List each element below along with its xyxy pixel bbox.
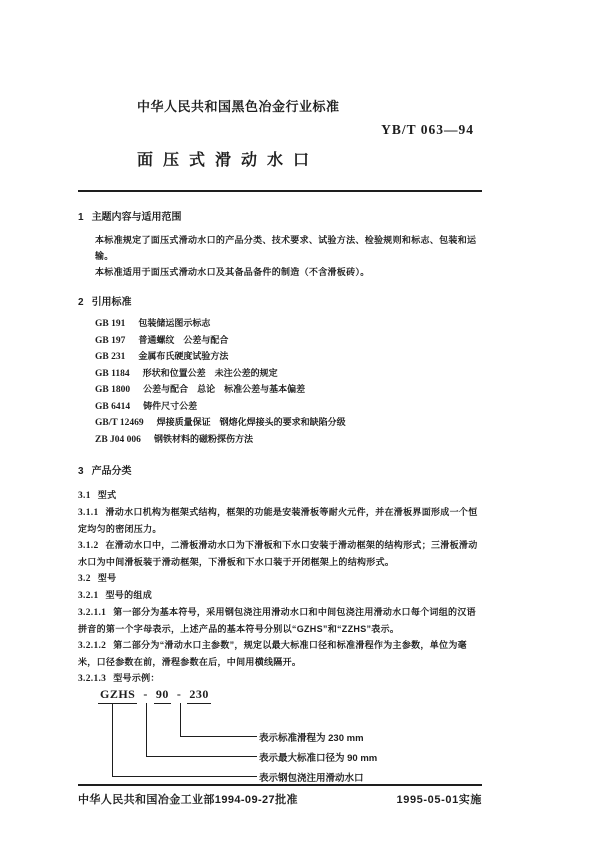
section-2-heading	[78, 293, 482, 308]
clause-3-2	[78, 570, 482, 587]
reference-code: GB/T 12469	[95, 418, 144, 428]
model-code-dash: -	[176, 687, 182, 701]
reference-title: 钢铁材料的磁粉探伤方法	[153, 433, 253, 444]
clause-text: 第二部分为“滑动水口主参数”，规定以最大标准口径和标准滑程作为主参数，单位为毫米，口径参数在前，滑程参数在后，中间用横线隔开。	[78, 640, 467, 667]
referenced-standards-list	[95, 316, 482, 448]
clause-text: 型号示例：	[113, 673, 160, 683]
reference-title: 公差与配合 总论 标准公差与基本偏差	[143, 384, 306, 394]
clause-text: 型号	[97, 573, 117, 583]
reference-code: GB 1184	[95, 368, 130, 379]
reference-title: 包装储运图示标志	[138, 318, 211, 328]
section-1-title: 主题内容与适用范围	[91, 212, 182, 223]
reference-item	[95, 382, 482, 399]
model-code-bore: 90	[154, 687, 171, 704]
clause-number: 3.2.1.3	[78, 674, 107, 684]
clause-number: 3.2.1	[78, 591, 99, 601]
reference-item	[95, 432, 482, 449]
approval-footer	[78, 784, 482, 807]
reference-title: 铸件尺寸公差	[143, 400, 198, 411]
section-2-title: 引用标准	[91, 297, 132, 308]
implementation-date: 1995-05-01实施	[396, 794, 482, 806]
reference-code: GB 6414	[95, 401, 131, 412]
reference-code: GB 1800	[95, 385, 131, 395]
clause-number: 3.1.1	[78, 508, 99, 518]
document-title: 面压式滑动水口	[137, 152, 320, 169]
clause-3-2-1-2	[78, 637, 482, 670]
clause-text: 型号的组成	[105, 590, 153, 600]
section-3-number: 3	[78, 466, 84, 477]
reference-item	[95, 415, 482, 432]
reference-title: 普通螺纹 公差与配合	[138, 334, 229, 345]
reference-item	[95, 366, 482, 383]
header-rule	[78, 190, 482, 192]
model-code-base-symbol: GZHS	[98, 687, 137, 704]
scope-paragraph-2: 本标准适用于面压式滑动水口及其备品备件的制造（不含滑板砖）。	[95, 267, 370, 277]
clause-text: 型式	[97, 490, 117, 500]
clause-number: 3.2.1.1	[78, 608, 107, 618]
approval-statement: 中华人民共和国冶金工业部1994-09-27批准	[78, 794, 298, 806]
clause-3-1	[78, 487, 482, 504]
clause-number: 3.1	[78, 491, 91, 501]
section-1-body	[95, 232, 482, 280]
clause-3-2-1	[78, 587, 482, 604]
reference-title: 焊接质量保证 钢熔化焊接头的要求和缺陷分级	[156, 417, 346, 427]
reference-item	[95, 316, 482, 333]
reference-code: GB 231	[95, 352, 126, 362]
clause-list	[78, 487, 482, 687]
section-1-number: 1	[78, 212, 84, 223]
reference-code: GB 197	[95, 335, 126, 346]
reference-item	[95, 349, 482, 366]
callout-label-stroke: 表示标准滑程为 230 mm	[259, 733, 364, 744]
section-3-title: 产品分类	[91, 466, 132, 477]
callout-line-base	[112, 703, 257, 777]
section-2-number: 2	[78, 297, 84, 308]
clause-text: 在滑动水口中，二滑板滑动水口为下滑板和下水口安装于滑动框架的结构形式；三滑板滑动水口为中间滑板装于滑动框架，下滑板和下水口装于开闭框架上的结构形式。	[78, 540, 478, 567]
reference-item	[95, 333, 482, 350]
clause-number: 3.2	[78, 574, 91, 584]
callout-label-base: 表示钢包浇注用滑动水口	[259, 773, 364, 784]
scope-paragraph-1: 本标准规定了面压式滑动水口的产品分类、技术要求、试验方法、检验规则和标志、包装和运输。	[95, 235, 477, 261]
section-1-heading	[78, 208, 482, 223]
callout-label-bore: 表示最大标准口径为 90 mm	[259, 753, 378, 764]
reference-title: 形状和位置公差 未注公差的规定	[142, 367, 278, 378]
clause-number: 3.1.2	[78, 541, 99, 551]
clause-3-2-1-1	[78, 604, 482, 637]
clause-text: 第一部分为基本符号，采用钢包浇注用滑动水口和中间包浇注用滑动水口每个词组的汉语拼音的第一个字母表示，上述产品的基本符号分别以“GZHS”和“ZZHS”表示。	[78, 607, 476, 634]
reference-item	[95, 399, 482, 416]
reference-code: GB 191	[95, 319, 126, 329]
clause-3-2-1-3	[78, 670, 482, 687]
model-number-diagram	[78, 687, 482, 784]
model-code-stroke: 230	[187, 687, 211, 704]
standard-number: YB/T 063—94	[381, 122, 474, 137]
clause-text: 滑动水口机构为框架式结构，框架的功能是安装滑板等耐火元件，并在滑板界面形成一个恒定均匀的密闭压力。	[78, 507, 478, 534]
standard-org-line: 中华人民共和国黑色冶金行业标准	[137, 99, 340, 114]
section-3-heading	[78, 462, 482, 477]
clause-number: 3.2.1.2	[78, 641, 107, 651]
reference-title: 金属布氏硬度试验方法	[138, 351, 229, 361]
clause-3-1-1	[78, 504, 482, 537]
model-code-dash: -	[143, 687, 148, 701]
clause-3-1-2	[78, 537, 482, 570]
model-code	[98, 687, 211, 704]
reference-code: ZB J04 006	[95, 434, 141, 445]
